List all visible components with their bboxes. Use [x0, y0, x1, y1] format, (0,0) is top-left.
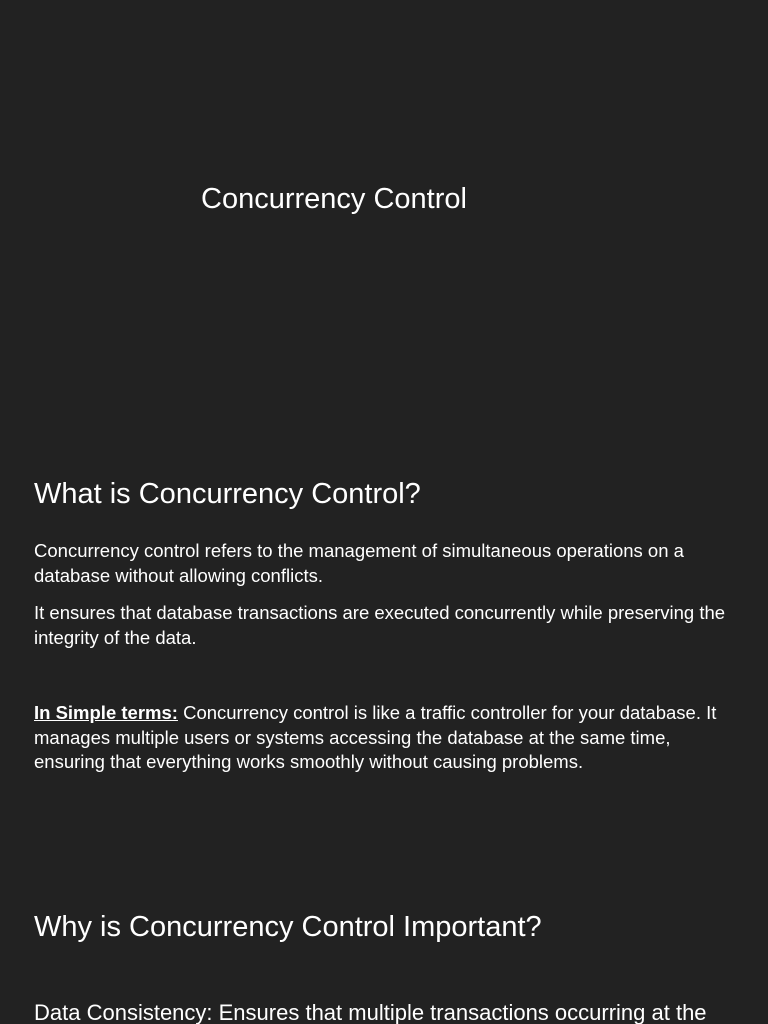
page-title: Concurrency Control [201, 183, 467, 215]
section-heading-what-is: What is Concurrency Control? [34, 478, 421, 510]
paragraph-integrity: It ensures that database transactions are executed concurrently while preserving the integrity of the data. [34, 602, 726, 648]
paragraph-data-consistency: Data Consistency: Ensures that multiple transactions occurring at the [34, 1000, 707, 1024]
simple-terms-label: In Simple terms: [34, 702, 178, 723]
paragraph-simple-terms [34, 701, 744, 775]
paragraph-definition: Concurrency control refers to the management of simultaneous operations on a database without allowing conflicts. [34, 540, 684, 586]
simple-terms-text: Concurrency control is like a traffic controller for your database. It manages multiple users or systems accessing the database at the same time, ensuring that everything works smoothly without causing problems. [34, 702, 717, 772]
section-heading-why-important: Why is Concurrency Control Important? [34, 911, 542, 943]
